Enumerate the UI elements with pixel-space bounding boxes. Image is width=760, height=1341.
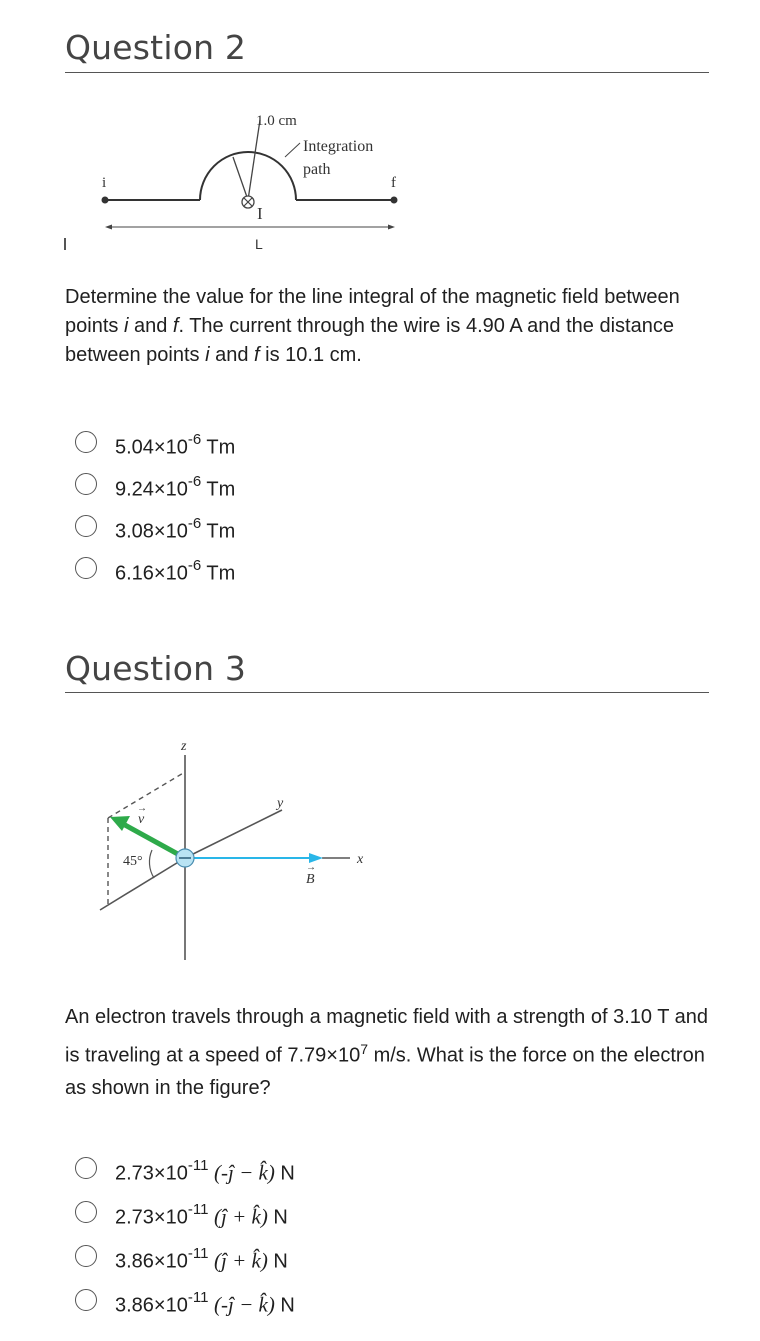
point-f-label: f <box>391 175 396 191</box>
option-label: $2.73\times 10^{-11}$ (-ĵ − k̂) N <box>115 1157 295 1185</box>
option-label: $2.73\times 10^{-11}$ (ĵ + k̂) N <box>115 1201 288 1229</box>
question-3-option-a[interactable] <box>75 1146 295 1190</box>
option-label: $3.08\times 10^{-6}$ Tm <box>115 514 236 543</box>
question-2-option-c[interactable] <box>75 505 235 547</box>
radio-button[interactable] <box>75 1157 97 1179</box>
question-3-option-b[interactable] <box>75 1190 295 1234</box>
integration-path-label-line2: path <box>303 161 331 178</box>
integration-path-label-line1: Integration <box>303 138 374 155</box>
question-3-options <box>75 1146 295 1322</box>
axis-y-label: y <box>277 796 284 811</box>
radio-button[interactable] <box>75 473 97 495</box>
option-label: $9.24\times 10^{-6}$ Tm <box>115 472 236 501</box>
question-2-options <box>75 421 235 589</box>
option-label: $3.86\times 10^{-11}$ (ĵ + k̂) N <box>115 1245 288 1273</box>
question-2-option-d[interactable] <box>75 547 235 589</box>
radio-button[interactable] <box>75 1201 97 1223</box>
question-2-figure <box>95 105 405 255</box>
radio-button[interactable] <box>75 1289 97 1311</box>
question-2-divider <box>65 72 709 73</box>
question-2-title: Question 2 <box>65 28 247 67</box>
point-i-label: i <box>102 175 107 191</box>
radius-label: 1.0 cm <box>256 113 297 129</box>
angle-label: 45° <box>123 854 143 869</box>
question-3-option-d[interactable] <box>75 1278 295 1322</box>
svg-text:→: → <box>137 803 147 814</box>
field-label: B <box>306 872 315 887</box>
axis-x-label: x <box>357 852 364 867</box>
margin-tick <box>64 238 66 250</box>
radio-button[interactable] <box>75 1245 97 1267</box>
option-label: $3.86\times 10^{-11}$ (-ĵ − k̂) N <box>115 1289 295 1317</box>
question-3-title: Question 3 <box>65 649 247 688</box>
question-3-divider <box>65 692 709 693</box>
velocity-label: v <box>138 812 145 827</box>
current-label: I <box>257 204 263 223</box>
option-label: $6.16\times 10^{-6}$ Tm <box>115 556 236 585</box>
question-2-option-a[interactable] <box>75 421 235 463</box>
radio-button[interactable] <box>75 431 97 453</box>
axis-z-label: z <box>181 739 187 754</box>
radio-button[interactable] <box>75 515 97 537</box>
svg-text:→: → <box>306 862 316 873</box>
question-3-figure <box>90 730 390 970</box>
question-2-text: Determine the value for the line integral of the magnetic field between points i and f. The current through the wire is 4.90 A and the distance between points i and f is 10.1 cm. <box>65 286 680 366</box>
question-2-option-b[interactable] <box>75 463 235 505</box>
radio-button[interactable] <box>75 557 97 579</box>
question-3-option-c[interactable] <box>75 1234 295 1278</box>
question-3-text: An electron travels through a magnetic field with a strength of 3.10 T and is traveling at a speed of $7.79\times 10^7$ m/s. What is the force on the electron as shown in the figure? <box>65 1006 708 1099</box>
length-label: L <box>255 236 263 252</box>
option-label: $5.04\times 10^{-6}$ Tm <box>115 430 236 459</box>
